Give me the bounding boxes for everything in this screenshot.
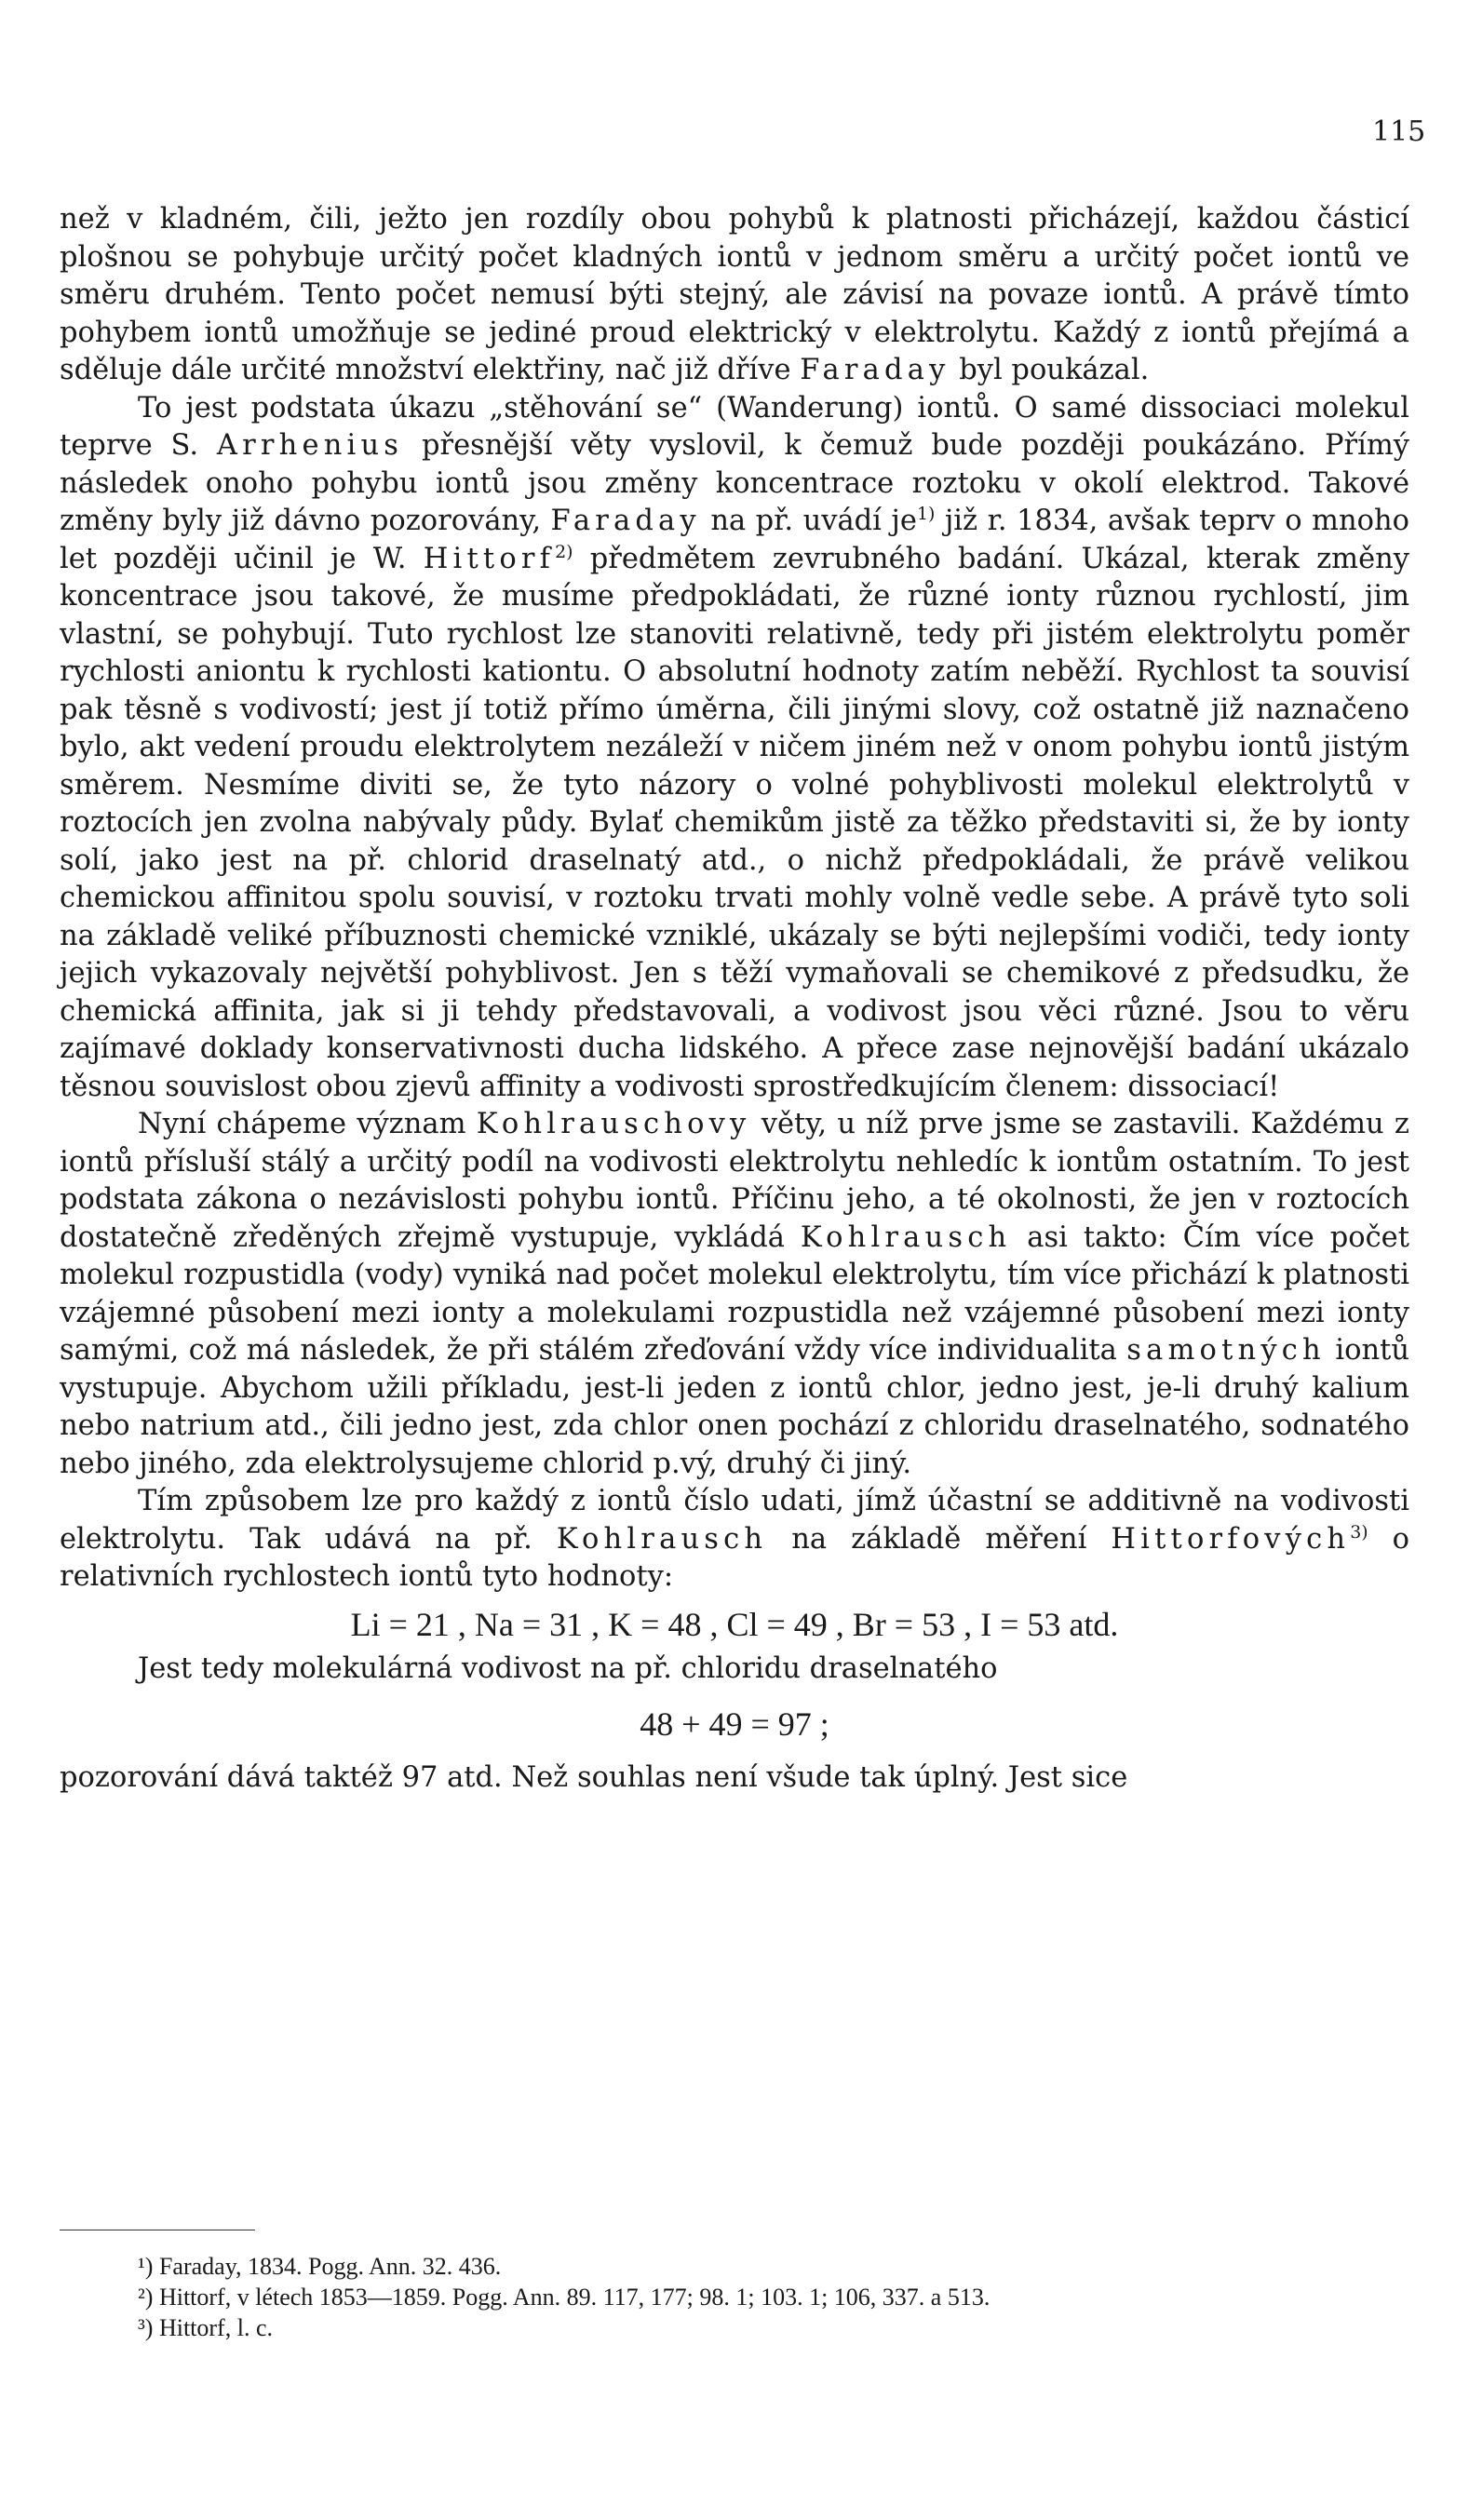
paragraph-1 xyxy=(60,201,1409,390)
text: byl poukázal. xyxy=(950,354,1150,386)
text: přesnější věty vyslovil, k čemuž bude později poukázáno. Přímý následek onoho pohybu iontů jsou změny koncentrace roztoku v okolí elektrod. Takové změny byly již dávno pozorovány, xyxy=(60,429,1409,537)
person-name: Kohlrausch xyxy=(800,1220,1012,1254)
paragraph-3 xyxy=(60,1106,1409,1483)
footnote-3: ³) Hittorf, l. c. xyxy=(138,2314,273,2341)
formula-ion-values: Li = 21 , Na = 31 , K = 48 , Cl = 49 , Br = 53 , I = 53 atd. xyxy=(350,1605,1119,1643)
text: asi takto: Čím více počet molekul rozpustidla (vody) vyniká nad počet molekul elektrolytu, tím více přichází k platnosti vzájemné působení mezi ionty a molekulami rozpustidla než vzájemné působení mezi ionty samými, což má následek, že při stálém zřeďování vždy více individualita xyxy=(60,1220,1409,1367)
person-name: Faraday xyxy=(550,505,701,537)
text: věty, u níž prve jsme se zastavili. Každému z iontů přísluší stálý a určitý podíl na vodivosti elektrolytu nehledíc k iontům ostatním. To jest podstata zákona o nezávislosti pohybu iontů. Příčinu jeho, a té okolnosti, že jen v roztocích dostatečně zředěných zřejmě vystupuje, vykládá xyxy=(60,1108,1409,1254)
person-name: Kohlrauschovy xyxy=(476,1108,751,1140)
emphasis: samotných xyxy=(1126,1334,1326,1367)
paragraph-2 xyxy=(60,390,1409,1107)
text: Tím způsobem lze pro každý z iontů číslo udati, jímž účastní se additivně na vodivosti elektrolytu. Tak udává na př. xyxy=(60,1485,1409,1556)
text: než v kladném, čili, ježto jen rozdíly obou pohybů k platnosti přicházejí, každou částicí plošnou se pohybuje určitý počet kladných iontů v jednom směru a určitý počet iontů ve směru druhém. Tento počet nemusí býti stejný, ale závisí na povaze iontů. A právě tímto pohybem iontů umožňuje se jediné proud elektrický v elektrolytu. Každý z iontů přejímá a sděluje dále určité množství elektřiny, nač již dříve xyxy=(60,203,1409,386)
footnote-1: ¹) Faraday, 1834. Pogg. Ann. 32. 436. xyxy=(138,2253,502,2280)
paragraph-6: pozorování dává taktéž 97 atd. Než souhlas není všude tak úplný. Jest sice xyxy=(60,1761,1128,1794)
footnotes xyxy=(60,2251,1409,2343)
footnote-ref: 2) xyxy=(555,541,573,562)
footnote-ref: 1) xyxy=(916,503,936,524)
text: již r. 1834, avšak teprv o mnoho let později učinil je W. xyxy=(60,505,1409,575)
text: To jest podstata úkazu „stěhování se“ (Wanderung) iontů. O samé dissociaci molekul teprve S. xyxy=(60,391,1409,462)
text: iontů vystupuje. Abychom užili příkladu, jest-li jeden z iontů chlor, jedno jest, je-li druhý kalium nebo natrium atd., čili jedno jest, zda chlor onen pochází z chloridu draselnatého, sodnatého nebo jiného, zda elektrolysujeme chlorid p.vý, druhý či jiný. xyxy=(60,1334,1409,1480)
person-name: Kohlrausch xyxy=(556,1522,768,1556)
footnote-ref: 3) xyxy=(1350,1521,1368,1543)
text: Nyní chápeme význam xyxy=(138,1108,477,1140)
person-name: Arrhenius xyxy=(216,429,404,462)
page-number: 115 xyxy=(1372,115,1426,148)
text: předmětem zevrubného badání. Ukázal, kterak změny koncentrace jsou takové, že musíme předpokládati, že různé ionty různou rychlostí, jim vlastní, se pohybují. Tuto rychlost lze stanoviti relativně, tedy při jistém elektrolytu poměr rychlosti aniontu k rychlosti kationtu. O absolutní hodnoty zatím neběží. Rychlost ta souvisí pak těsně s vodivostí; jest jí totiž přímo úměrna, čili jinými slovy, což ostatně již naznačeno bylo, akt vedení proudu elektrolytem nezáleží v ničem jiném než v onom pohybu iontů jistým směrem. Nesmíme diviti se, že tyto názory o volné pohyblivosti molekul elektrolytů v roztocích jen zvolna nabývaly půdy. Bylať chemikům jistě za těžko představiti si, že by ionty solí, jako jest na př. chlorid draselnatý atd., o nichž předpokládali, že právě velikou chemickou affinitou spolu souvisí, v roztoku trvati mohly volně vedle sebe. A právě tyto soli na základě veliké příbuznosti chemické vzniklé, ukázaly se býti nejlepšími vodiči, tedy ionty jejich vykazovaly největší pohyblivost. Jen s těží vymaňovali se chemikové z předsudku, že chemická affinita, jak si ji tehdy představovali, a vodivost jsou věci různé. Jsou to věru zajímavé doklady konservativnosti ducha lidského. A přece zase nejnovější badání ukázalo těsnou souvislost obou zjevů affinity a vodivosti sprostředkujícím členem: dissociací! xyxy=(60,542,1409,1103)
footnote-2: ²) Hittorf, v létech 1853—1859. Pogg. Ann. 89. 117, 177; 98. 1; 103. 1; 106, 337. a 513. xyxy=(138,2284,991,2311)
body-text xyxy=(60,201,1409,1798)
paragraph-5: Jest tedy molekulárná vodivost na př. chloridu draselnatého xyxy=(138,1652,998,1685)
person-name: Faraday xyxy=(800,354,950,386)
paragraph-4 xyxy=(60,1483,1409,1597)
text: o relativních rychlostech iontů tyto hodnoty: xyxy=(60,1522,1409,1593)
person-name: Hittorf xyxy=(423,542,556,575)
formula-sum: 48 + 49 = 97 ; xyxy=(640,1705,829,1743)
text: na př. uvádí je xyxy=(700,505,917,537)
person-name: Hittorfových xyxy=(1111,1522,1351,1556)
text: na základě měření xyxy=(767,1522,1112,1556)
